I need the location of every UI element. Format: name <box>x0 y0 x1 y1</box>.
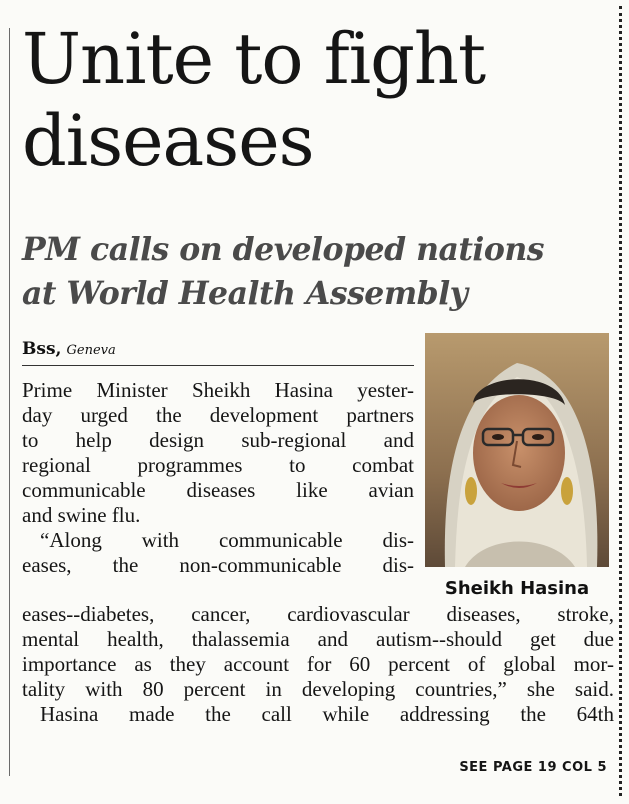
byline-place: Geneva <box>66 343 116 358</box>
body-line: importance as they account for 60 percent of global mor- <box>22 652 614 676</box>
headline <box>22 18 614 182</box>
body-line: to help design sub-regional and <box>22 428 414 452</box>
body-line: and swine flu. <box>22 503 141 527</box>
subhead-line-1: PM calls on developed nations <box>22 231 545 268</box>
body-line: Prime Minister Sheikh Hasina yester- <box>22 378 414 402</box>
body-line: eases, the non-communicable dis- <box>22 553 414 577</box>
continuation-jump-line: SEE PAGE 19 COL 5 <box>459 760 607 775</box>
subheadline <box>22 228 614 316</box>
body-line: day urged the development partners <box>22 403 414 427</box>
body-line: tality with 80 percent in developing countries,” she said. <box>22 677 614 701</box>
portrait-photo-illustration <box>425 333 609 567</box>
byline <box>22 339 414 366</box>
body-line: eases--diabetes, cancer, cardiovascular diseases, stroke, <box>22 602 614 626</box>
headline-line-1: Unite to fight <box>22 18 486 100</box>
subhead-line-2: at World Health Assembly <box>22 275 468 312</box>
left-column-rule <box>9 28 10 776</box>
right-dotted-cut-line <box>619 6 622 796</box>
byline-agency: Bss, <box>22 339 62 359</box>
body-line: Hasina made the call while addressing the 64th <box>40 702 614 726</box>
body-line: “Along with communicable dis- <box>40 528 414 552</box>
headline-line-2: diseases <box>22 100 314 182</box>
portrait-photo <box>425 333 609 567</box>
body-line: communicable diseases like avian <box>22 478 414 502</box>
photo-caption: Sheikh Hasina <box>444 578 590 599</box>
body-line: mental health, thalassemia and autism--should get due <box>22 627 614 651</box>
body-line: regional programmes to combat <box>22 453 414 477</box>
